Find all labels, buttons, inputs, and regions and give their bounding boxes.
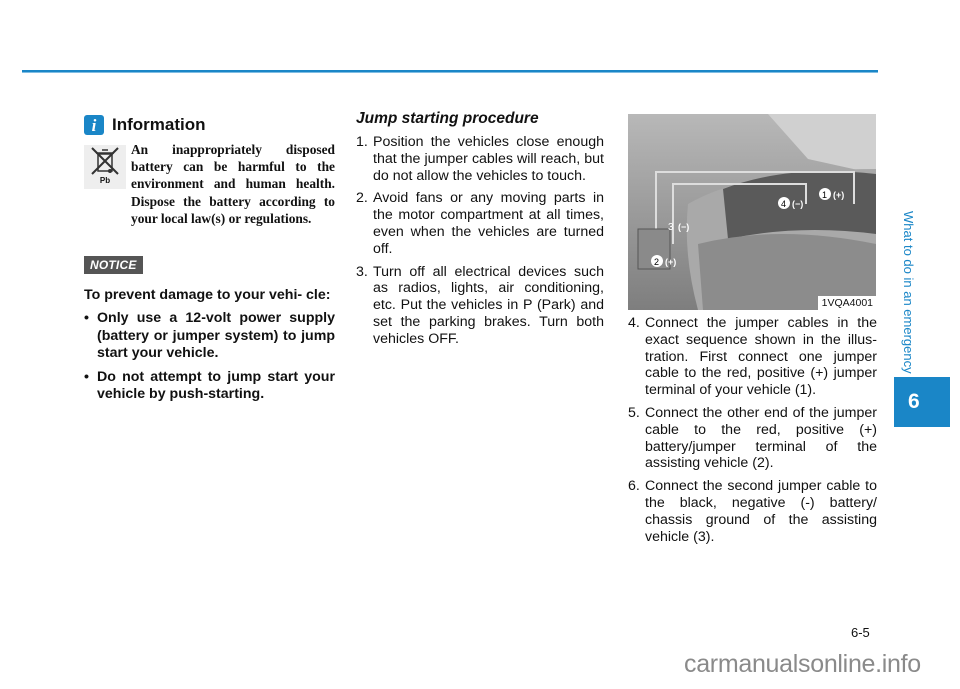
bullet-icon: • <box>84 310 89 327</box>
procedure-step: 2. Avoid fans or any moving parts in the motor compartment at all times, even when the vehicles are turned off. <box>356 190 604 257</box>
notice-bullet: • Only use a 12-volt power supply (battery or jumper system) to jump start your vehicle. <box>84 310 335 362</box>
notice-body <box>84 287 335 409</box>
svg-text:4: 4 <box>781 199 787 209</box>
watermark: carmanualsonline.info <box>684 650 921 678</box>
svg-text:2: 2 <box>654 257 660 267</box>
notice-intro: To prevent damage to your vehi- cle: <box>84 287 331 303</box>
svg-text:1: 1 <box>822 190 828 200</box>
page-number: 6-5 <box>851 625 870 640</box>
information-body <box>84 141 335 227</box>
pb-label: Pb <box>99 176 111 185</box>
procedure-step: 1. Position the vehicles close enough that the jumper cables will reach, but do not allow the vehicles to touch. <box>356 134 604 184</box>
procedure-title: Jump starting procedure <box>356 110 539 127</box>
header-rule <box>22 70 878 72</box>
info-icon: i <box>84 115 104 135</box>
information-box <box>84 114 335 227</box>
bullet-icon: • <box>84 368 89 385</box>
jump-start-illustration <box>628 114 876 310</box>
notice-badge: NOTICE <box>84 256 143 274</box>
procedure-step: 3. Turn off all electrical devices such as radios, lights, air conditioning, etc. Put the vehicles in P (Park) and set the parking brakes. Turn both vehicles OFF. <box>356 263 604 347</box>
callout-2-sign: (+) <box>665 257 677 267</box>
procedure-step: 5. Connect the other end of the jumper cable to the red, positive (+) battery/jumper terminal of the assisting vehicle (2). <box>628 404 877 472</box>
crossed-out-bin-icon <box>84 145 126 189</box>
notice-bullet: • Do not attempt to jump start your vehicle by push-starting. <box>84 368 335 403</box>
information-header <box>84 114 335 136</box>
procedure-step: 4. Connect the jumper cables in the exact sequence shown in the illus- tration. First connect one jumper cable to the red, positive (+) jumper terminal of your vehicle (1). <box>628 315 877 399</box>
procedure-step: 6. Connect the second jumper cable to the black, negative (-) battery/ chassis ground of the assisting vehicle (3). <box>628 478 877 545</box>
figure-code: 1VQA4001 <box>818 296 876 310</box>
information-text: An inappropriately disposed battery can be harmful to the environment and human health. Dispose the battery according to your local law(s) or regulations. <box>131 142 335 226</box>
procedure-column-continued <box>628 315 877 551</box>
procedure-column <box>356 110 604 354</box>
information-title: Information <box>112 115 206 134</box>
callout-1-sign: (+) <box>833 190 845 200</box>
callout-3-sign: (−) <box>678 222 690 232</box>
chapter-label: What to do in an emergency <box>901 211 916 374</box>
callout-4-sign: (−) <box>792 199 804 209</box>
chapter-tab: 6 <box>894 377 950 427</box>
svg-text:3: 3 <box>668 222 674 233</box>
